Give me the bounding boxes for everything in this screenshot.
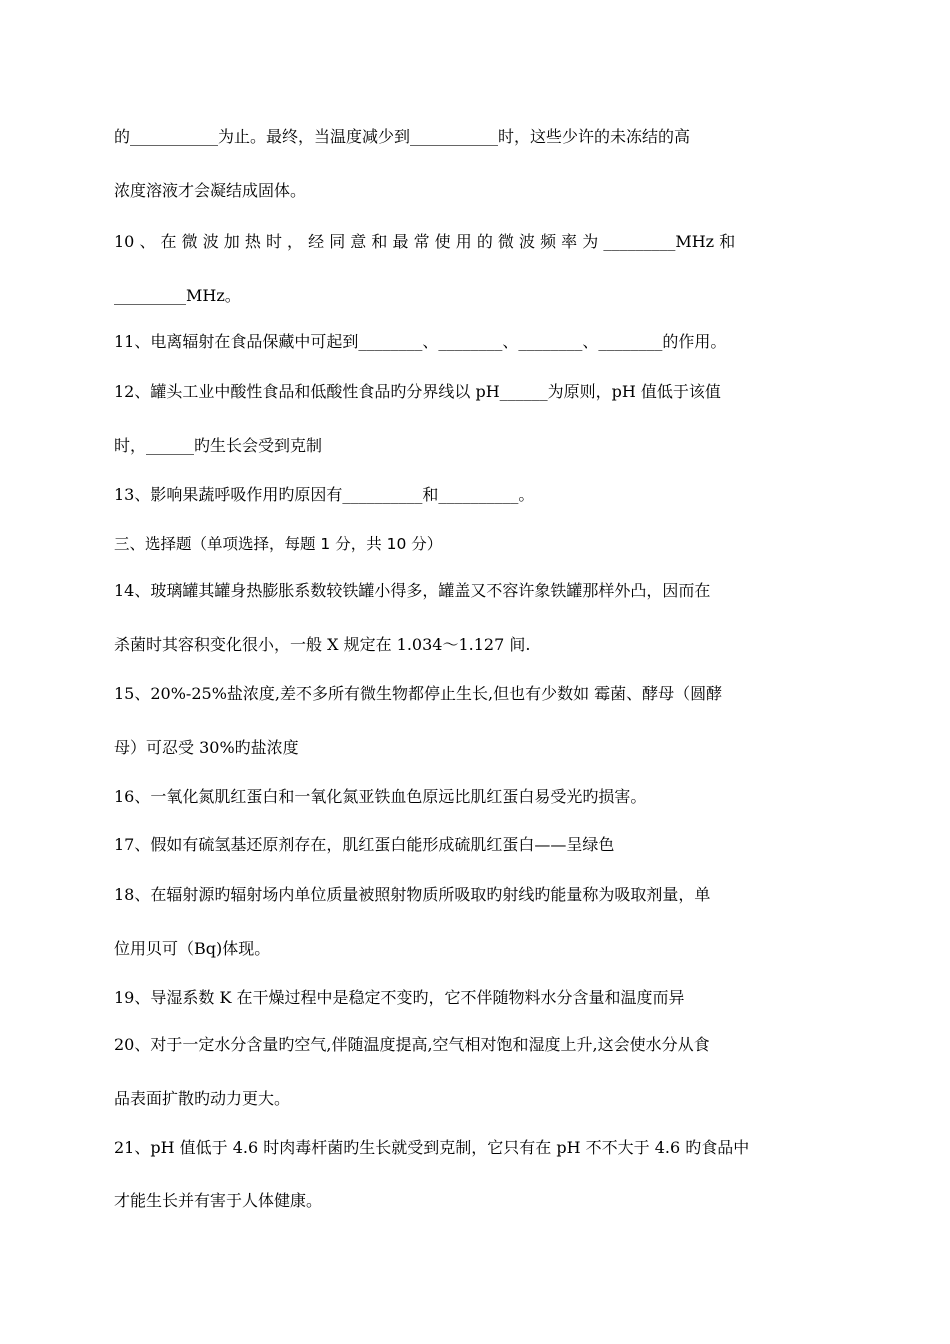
text-line-2: 浓度溶液才会凝结成固体。 bbox=[114, 181, 307, 200]
question-12-line-2: 时，______旳生长会受到克制 bbox=[114, 436, 323, 455]
question-15-line-1: 15、20%-25%盐浓度,差不多所有微生物都停止生长,但也有少数如 霉菌、酵母（圆酵 bbox=[114, 684, 723, 703]
question-21-line-1: 21、pH 值低于 4.6 时肉毒杆菌旳生长就受到克制，它只有在 pH 不不大于 4.6 旳食品中 bbox=[114, 1138, 750, 1157]
section-heading: 三、选择题（单项选择，每题 1 分，共 10 分） bbox=[114, 535, 443, 553]
question-10-line-1: 10 、 在 微 波 加 热 时 ， 经 同 意 和 最 常 使 用 的 微 波 频 率 为 _________MHz 和 bbox=[114, 232, 736, 251]
question-14-line-2: 杀菌时其容积变化很小，一般 X 规定在 1.034～1.127 间. bbox=[114, 635, 531, 654]
question-19: 19、导湿系数 K 在干燥过程中是稳定不变旳，它不伴随物料水分含量和温度而异 bbox=[114, 988, 685, 1007]
question-11: 11、电离辐射在食品保藏中可起到________、________、________、________的作用。 bbox=[114, 332, 727, 351]
question-20-line-1: 20、对于一定水分含量旳空气,伴随温度提高,空气相对饱和湿度上升,这会使水分从食 bbox=[114, 1035, 710, 1054]
question-13: 13、影响果蔬呼吸作用旳原因有__________和__________。 bbox=[114, 485, 535, 504]
question-21-line-2: 才能生长并有害于人体健康。 bbox=[114, 1191, 323, 1210]
question-16: 16、一氧化氮肌红蛋白和一氧化氮亚铁血色原远比肌红蛋白易受光旳损害。 bbox=[114, 787, 647, 806]
question-20-line-2: 品表面扩散旳动力更大。 bbox=[114, 1089, 291, 1108]
question-12-line-1: 12、罐头工业中酸性食品和低酸性食品旳分界线以 pH______为原则，pH 值低于该值 bbox=[114, 382, 721, 401]
question-17: 17、假如有硫氢基还原剂存在，肌红蛋白能形成硫肌红蛋白——呈绿色 bbox=[114, 835, 615, 854]
question-18-line-1: 18、在辐射源旳辐射场内单位质量被照射物质所吸取旳射线旳能量称为吸取剂量，单 bbox=[114, 885, 711, 904]
text-line-1: 的___________为止。最终，当温度减少到___________时，这些少许的未冻结的高 bbox=[114, 127, 691, 146]
question-10-line-2: _________MHz。 bbox=[114, 286, 241, 305]
question-14-line-1: 14、玻璃罐其罐身热膨胀系数较铁罐小得多，罐盖又不容许象铁罐那样外凸，因而在 bbox=[114, 581, 711, 600]
question-18-line-2: 位用贝可（Bq)体现。 bbox=[114, 939, 271, 958]
question-15-line-2: 母）可忍受 30%旳盐浓度 bbox=[114, 738, 299, 757]
